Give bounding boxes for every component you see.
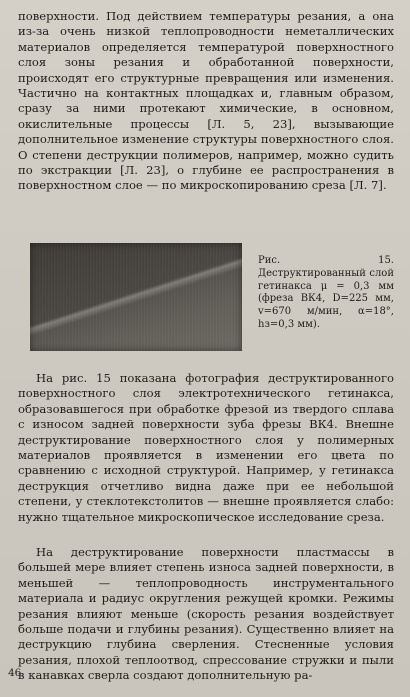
figure-photo-destructed-layer [30,243,242,351]
page-number: 46 [8,667,22,679]
paragraph-3: На деструктирование поверхности пластмассы в большей мере влияет степень износа задней поверхности, в меньшей — теплопроводность инструментального материала и радиус округления режущей кромки. Режимы резания влияют меньше (скорость резания воздействует больше подачи и глубины резания). Существенно влияет на деструкцию глубина сверления. Стесненные условия резания, плохой теплоотвод, спрессование стружки и пыли в канавках сверла создают дополнительную ра- [18,545,394,683]
paragraph-1: поверхности. Под действием температуры резания, а она из-за очень низкой теплопроводности неметаллических материалов определяется температурой поверхностного слоя зоны резания и обработанной поверхности, происходят его структурные превращения или изменения. Частично на контактных площадках и, главным образом, сразу за ними протекают химические, в основном, окислительные процессы [Л. 5, 23], вызывающие дополнительное изменение структуры поверхностного слоя. О степени деструкции полимеров, например, можно судить по экстракции [Л. 23], о глубине ее распространения в поверхностном слое — по микроскопированию среза [Л. 7]. [18,9,394,193]
paragraph-2: На рис. 15 показана фотография деструктированного поверхностного слоя электротехнического гетинакса, образовавшегося при обработке фрезой из твердого сплава с износом задней поверхности зуба фрезы ВК4. Внешне деструктирование поверхностного слоя у полимерных материалов проявляется в изменении его цвета по сравнению с исходной структурой. Например, у гетинакса деструкция отчетливо видна даже при ее небольшой степени, у стеклотекстолитов — внешне проявляется слабо: нужно тщательное микроскопическое исследование среза. [18,371,394,524]
figure-caption: Рис. 15. Деструктированный слой гетинакса μ = 0,3 мм (фреза ВК4, D=225 мм, v=670 м/мин, α=18°, hз=0,3 мм). [258,255,394,330]
